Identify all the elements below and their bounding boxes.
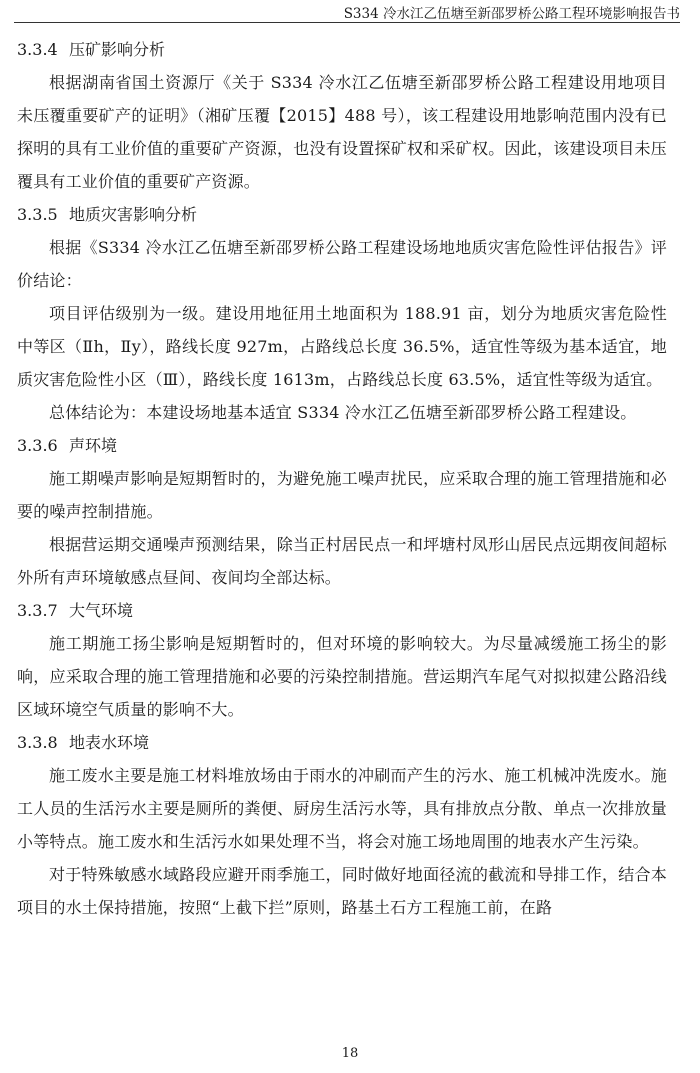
paragraph: 根据湖南省国土资源厅《关于 S334 冷水江乙伍塘至新邵罗桥公路工程建设用地项目未压覆重要矿产的证明》（湘矿压覆【2015】488 号），该工程建设用地影响范围内没有已探明的具有工业价值的重要矿产资源，也没有设置探矿权和采矿权。因此，该建设项目未压覆具有工业价值的重要矿产资源。 bbox=[17, 73, 667, 191]
section-title: 地表水环境 bbox=[69, 733, 150, 752]
section-heading-3-3-8 bbox=[17, 726, 667, 759]
section-number: 3.3.6 bbox=[17, 436, 58, 455]
paragraph: 施工期噪声影响是短期暂时的，为避免施工噪声扰民，应采取合理的施工管理措施和必要的噪声控制措施。 bbox=[17, 469, 667, 521]
section-number: 3.3.4 bbox=[17, 40, 58, 59]
section-number: 3.3.8 bbox=[17, 733, 58, 752]
paragraph: 根据《S334 冷水江乙伍塘至新邵罗桥公路工程建设场地地质灾害危险性评估报告》评价结论： bbox=[17, 238, 667, 290]
page-number: 18 bbox=[341, 1046, 359, 1061]
document-title: S334 冷水江乙伍塘至新邵罗桥公路工程环境影响报告书 bbox=[343, 6, 680, 22]
section-title: 声环境 bbox=[69, 436, 118, 455]
page-header bbox=[14, 0, 680, 23]
paragraph: 对于特殊敏感水域路段应避开雨季施工，同时做好地面径流的截流和导排工作，结合本项目的水土保持措施，按照“上截下拦”原则，路基土石方工程施工前，在路 bbox=[17, 865, 667, 917]
section-heading-3-3-4 bbox=[17, 33, 667, 66]
page-content bbox=[17, 33, 667, 924]
paragraph: 施工废水主要是施工材料堆放场由于雨水的冲刷而产生的污水、施工机械冲洗废水。施工人员的生活污水主要是厕所的粪便、厨房生活污水等，具有排放点分散、单点一次排放量小等特点。施工废水和生活污水如果处理不当，将会对施工场地周围的地表水产生污染。 bbox=[17, 766, 667, 851]
section-heading-3-3-7 bbox=[17, 594, 667, 627]
section-title: 地质灾害影响分析 bbox=[69, 205, 198, 224]
section-heading-3-3-5 bbox=[17, 198, 667, 231]
section-number: 3.3.7 bbox=[17, 601, 58, 620]
section-heading-3-3-6 bbox=[17, 429, 667, 462]
paragraph: 施工期施工扬尘影响是短期暂时的，但对环境的影响较大。为尽量减缓施工扬尘的影响，应采取合理的施工管理措施和必要的污染控制措施。营运期汽车尾气对拟拟建公路沿线区域环境空气质量的影响不大。 bbox=[17, 634, 667, 719]
paragraph: 根据营运期交通噪声预测结果，除当正村居民点一和坪塘村凤形山居民点远期夜间超标外所有声环境敏感点昼间、夜间均全部达标。 bbox=[17, 535, 667, 587]
section-title: 大气环境 bbox=[69, 601, 134, 620]
section-number: 3.3.5 bbox=[17, 205, 58, 224]
paragraph: 总体结论为：本建设场地基本适宜 S334 冷水江乙伍塘至新邵罗桥公路工程建设。 bbox=[49, 403, 637, 422]
section-title: 压矿影响分析 bbox=[69, 40, 166, 59]
paragraph: 项目评估级别为一级。建设用地征用土地面积为 188.91 亩，划分为地质灾害危险性中等区（Ⅱh，Ⅱy），路线长度 927m，占路线总长度 36.5%，适宜性等级为基本适宜，地质灾害危险性小区（Ⅲ），路线长度 1613m，占路线总长度 63.5%，适宜性等级为适宜。 bbox=[17, 304, 667, 389]
